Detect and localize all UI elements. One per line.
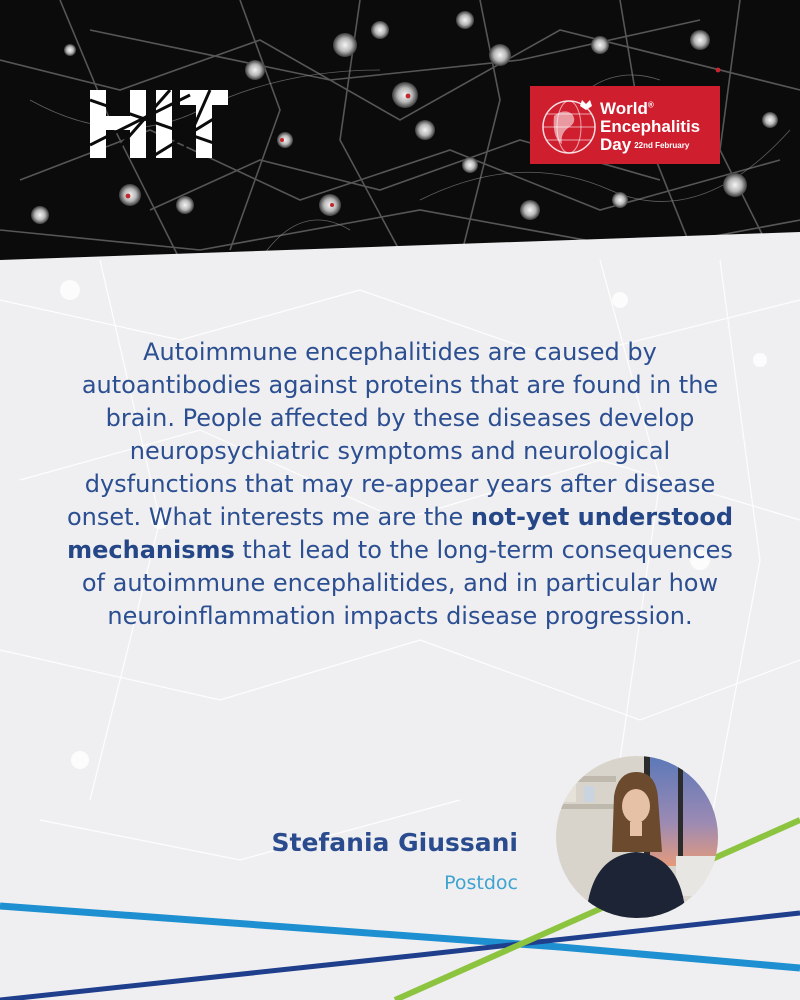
wed-logo-line1: World®	[600, 99, 654, 118]
portrait-photo	[556, 756, 718, 918]
wed-logo-date: 22nd February	[634, 141, 690, 150]
person-role: Postdoc	[444, 872, 518, 894]
quote-after: that lead to the long-term consequences of autoimmune encephalitides, and in particular how neuroinflammation impacts disease progression.	[81, 536, 733, 630]
wed-logo-line3: Day 22nd February	[600, 135, 690, 154]
quote-highlight: not-yet understood mechanisms	[67, 503, 734, 564]
quote-before: Autoimmune encephalitides are caused by autoantibodies against proteins that are found in the brain. People affected by these diseases develop neuropsychiatric symptoms and neurological dysfunctions that may re-appear years after disease onset. What interests me are the	[66, 338, 719, 531]
person-name: Stefania Giussani	[271, 828, 518, 857]
wed-logo-line2: Encephalitis	[600, 117, 701, 136]
